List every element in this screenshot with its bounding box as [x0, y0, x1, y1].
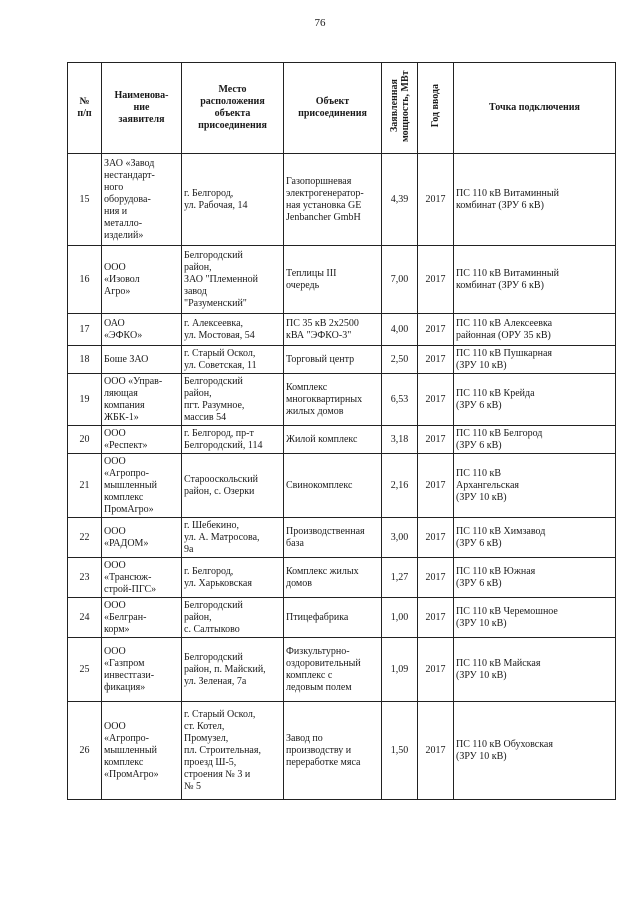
cell-location: г. Белгород, пр-т Белгородский, 114: [182, 426, 284, 454]
cell-capacity: 4,00: [382, 314, 418, 346]
cell-num: 16: [68, 246, 102, 314]
cell-applicant: ОАО «ЭФКО»: [102, 314, 182, 346]
cell-num: 22: [68, 518, 102, 558]
cell-applicant: ООО «Изовол Агро»: [102, 246, 182, 314]
cell-point: ПС 110 кВ Алексеевка районная (ОРУ 35 кВ): [454, 314, 616, 346]
cell-object: Торговый центр: [284, 346, 382, 374]
cell-capacity: 3,00: [382, 518, 418, 558]
cell-location: г. Белгород, ул. Рабочая, 14: [182, 154, 284, 246]
cell-location: Белгородский район, с. Салтыково: [182, 598, 284, 638]
cell-year: 2017: [418, 558, 454, 598]
cell-num: 26: [68, 702, 102, 800]
table-row: [68, 154, 616, 246]
table-row: [68, 426, 616, 454]
cell-applicant: ООО «Агропро- мышленный комплекс ПромАгро»: [102, 454, 182, 518]
cell-object: Физкультурно- оздоровительный комплекс с ледовым полем: [284, 638, 382, 702]
cell-num: 17: [68, 314, 102, 346]
cell-object: Завод по производству и переработке мяса: [284, 702, 382, 800]
cell-capacity: 6,53: [382, 374, 418, 426]
table-row: [68, 246, 616, 314]
cell-object: Комплекс жилых домов: [284, 558, 382, 598]
cell-applicant: ООО «Белгран- корм»: [102, 598, 182, 638]
cell-point: ПС 110 кВ Майская (ЗРУ 10 кВ): [454, 638, 616, 702]
cell-object: ПС 35 кВ 2х2500 кВА "ЭФКО-3": [284, 314, 382, 346]
header-capacity: Заявленная мощность, МВт: [382, 63, 418, 154]
header-location: Место расположения объекта присоединения: [182, 63, 284, 154]
header-point: Точка подключения: [454, 63, 616, 154]
table-row: [68, 518, 616, 558]
cell-applicant: ООО «Газпром инвестгази- фикация»: [102, 638, 182, 702]
header-num: № п/п: [68, 63, 102, 154]
cell-point: ПС 110 кВ Черемошное (ЗРУ 10 кВ): [454, 598, 616, 638]
table-row: [68, 454, 616, 518]
cell-location: г. Белгород, ул. Харьковская: [182, 558, 284, 598]
table-row: [68, 346, 616, 374]
cell-year: 2017: [418, 314, 454, 346]
table-row: [68, 598, 616, 638]
cell-location: г. Шебекино, ул. А. Матросова, 9а: [182, 518, 284, 558]
cell-point: ПС 110 кВ Архангельская (ЗРУ 10 кВ): [454, 454, 616, 518]
cell-year: 2017: [418, 638, 454, 702]
cell-capacity: 2,50: [382, 346, 418, 374]
table-row: [68, 314, 616, 346]
cell-location: Старооскольский район, с. Озерки: [182, 454, 284, 518]
cell-point: ПС 110 кВ Обуховская (ЗРУ 10 кВ): [454, 702, 616, 800]
cell-point: ПС 110 кВ Химзавод (ЗРУ 6 кВ): [454, 518, 616, 558]
cell-applicant: ООО «Управ- ляющая компания ЖБК-1»: [102, 374, 182, 426]
connections-table: [67, 62, 616, 800]
table-row: [68, 558, 616, 598]
cell-num: 19: [68, 374, 102, 426]
cell-point: ПС 110 кВ Белгород (ЗРУ 6 кВ): [454, 426, 616, 454]
cell-num: 23: [68, 558, 102, 598]
cell-applicant: Боше ЗАО: [102, 346, 182, 374]
cell-num: 24: [68, 598, 102, 638]
cell-object: Свинокомплекс: [284, 454, 382, 518]
cell-object: Газопоршневая электрогенератор- ная установка GE Jenbancher GmbH: [284, 154, 382, 246]
cell-year: 2017: [418, 426, 454, 454]
cell-num: 21: [68, 454, 102, 518]
table-row: [68, 702, 616, 800]
cell-year: 2017: [418, 454, 454, 518]
cell-capacity: 1,00: [382, 598, 418, 638]
cell-applicant: ЗАО «Завод нестандарт- ного оборудова- ния и металло- изделий»: [102, 154, 182, 246]
cell-object: Комплекс многоквартирных жилых домов: [284, 374, 382, 426]
cell-year: 2017: [418, 598, 454, 638]
cell-capacity: 3,18: [382, 426, 418, 454]
cell-year: 2017: [418, 346, 454, 374]
header-object: Объект присоединения: [284, 63, 382, 154]
cell-location: Белгородский район, ЗАО "Племенной завод "Разуменский": [182, 246, 284, 314]
cell-year: 2017: [418, 154, 454, 246]
cell-capacity: 7,00: [382, 246, 418, 314]
page-number: 76: [314, 17, 326, 29]
cell-location: Белгородский район, п. Майский, ул. Зеленая, 7а: [182, 638, 284, 702]
table-row: [68, 374, 616, 426]
cell-num: 25: [68, 638, 102, 702]
cell-capacity: 4,39: [382, 154, 418, 246]
cell-num: 15: [68, 154, 102, 246]
cell-year: 2017: [418, 518, 454, 558]
cell-object: Птицефабрика: [284, 598, 382, 638]
cell-point: ПС 110 кВ Витаминный комбинат (ЗРУ 6 кВ): [454, 154, 616, 246]
cell-num: 18: [68, 346, 102, 374]
cell-num: 20: [68, 426, 102, 454]
cell-point: ПС 110 кВ Витаминный комбинат (ЗРУ 6 кВ): [454, 246, 616, 314]
cell-location: г. Старый Оскол, ст. Котел, Промузел, пл. Строительная, проезд Ш-5, строения № 3 и № 5: [182, 702, 284, 800]
cell-object: Жилой комплекс: [284, 426, 382, 454]
cell-year: 2017: [418, 702, 454, 800]
cell-point: ПС 110 кВ Южная (ЗРУ 6 кВ): [454, 558, 616, 598]
table-header-row: [68, 63, 616, 154]
cell-object: Производственная база: [284, 518, 382, 558]
cell-capacity: 1,50: [382, 702, 418, 800]
cell-location: Белгородский район, пгт. Разумное, массив 54: [182, 374, 284, 426]
cell-location: г. Алексеевка, ул. Мостовая, 54: [182, 314, 284, 346]
header-year: Год ввода: [418, 63, 454, 154]
cell-location: г. Старый Оскол, ул. Советская, 11: [182, 346, 284, 374]
cell-capacity: 2,16: [382, 454, 418, 518]
header-applicant: Наименова- ние заявителя: [102, 63, 182, 154]
cell-year: 2017: [418, 374, 454, 426]
cell-applicant: ООО «Респект»: [102, 426, 182, 454]
cell-capacity: 1,27: [382, 558, 418, 598]
cell-applicant: ООО «Трансюж- строй-ПГС»: [102, 558, 182, 598]
cell-capacity: 1,09: [382, 638, 418, 702]
cell-applicant: ООО «РАДОМ»: [102, 518, 182, 558]
table-row: [68, 638, 616, 702]
cell-object: Теплицы III очередь: [284, 246, 382, 314]
cell-point: ПС 110 кВ Пушкарная (ЗРУ 10 кВ): [454, 346, 616, 374]
cell-applicant: ООО «Агропро- мышленный комплекс «ПромАгро»: [102, 702, 182, 800]
cell-point: ПС 110 кВ Крейда (ЗРУ 6 кВ): [454, 374, 616, 426]
cell-year: 2017: [418, 246, 454, 314]
